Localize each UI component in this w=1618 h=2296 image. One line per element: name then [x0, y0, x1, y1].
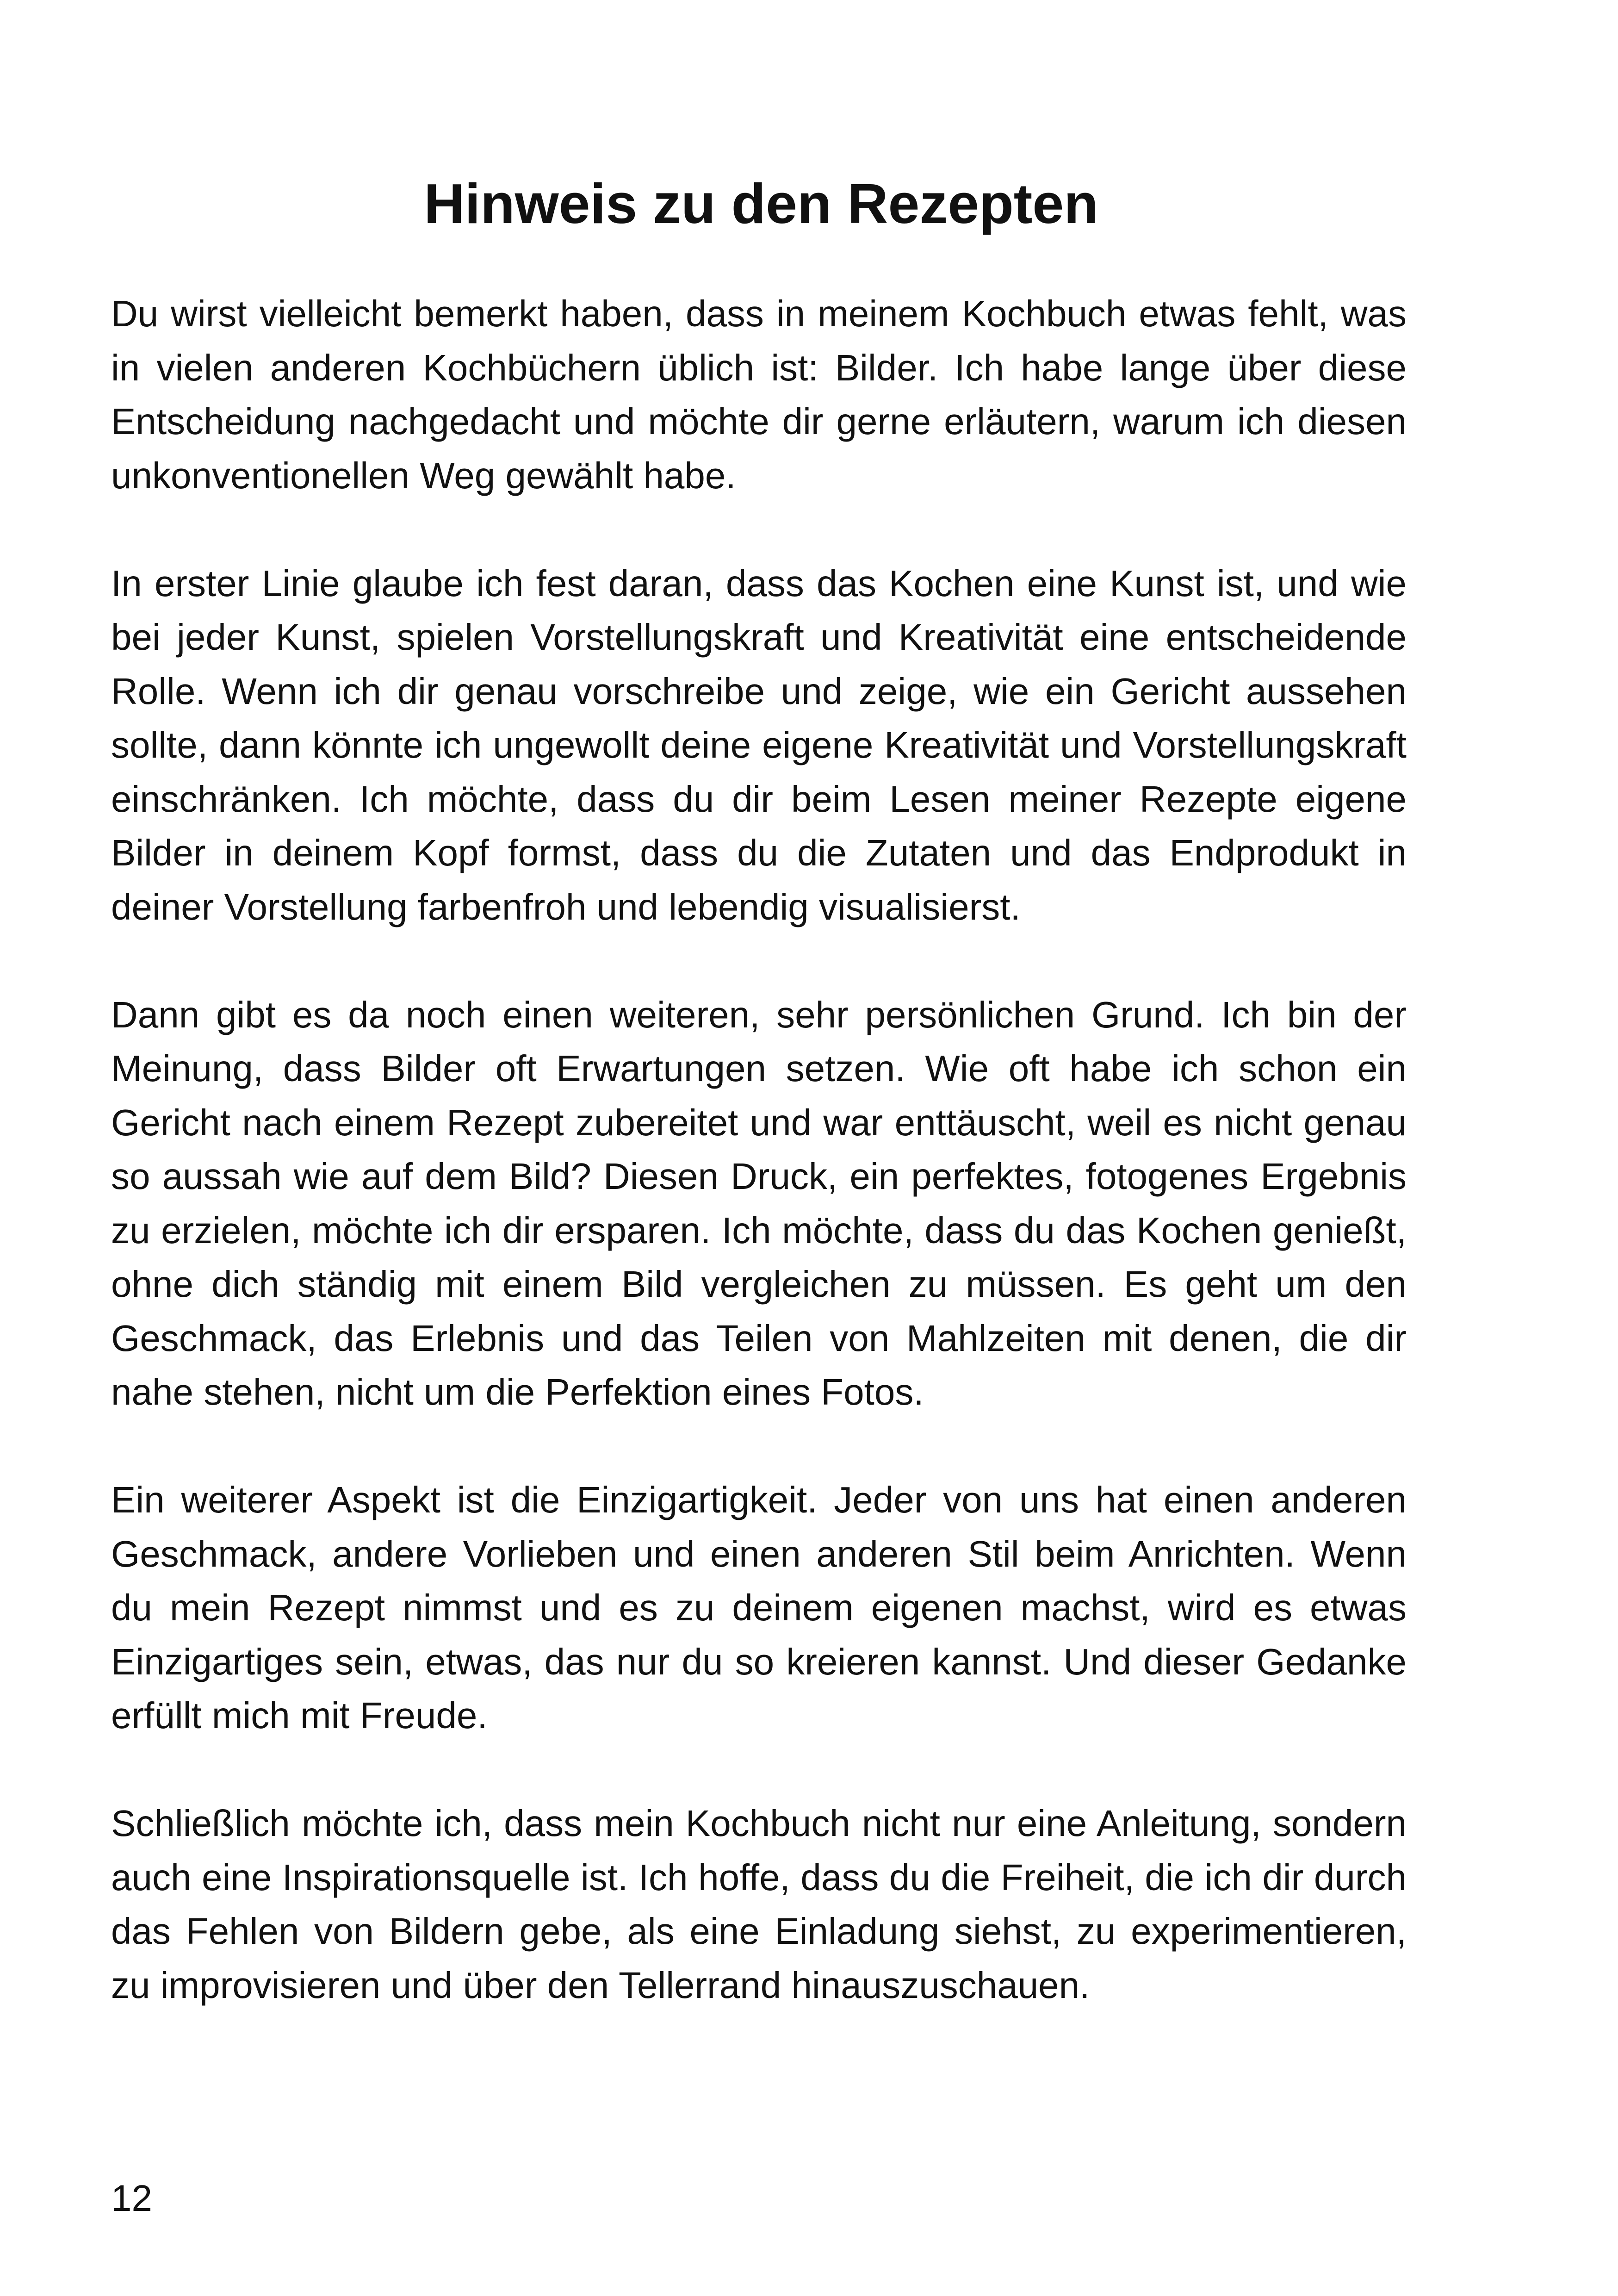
paragraph-3: Dann gibt es da noch einen weiteren, sehr persönlichen Grund. Ich bin der Meinung, dass Bilder oft Erwartungen setzen. Wie oft habe ich schon ein Gericht nach einem Rezept zubereitet und war enttäuscht, weil es nicht genau so aussah wie auf dem Bild? Diesen Druck, ein perfektes, fotogenes Ergebnis zu erzielen, möchte ich dir ersparen. Ich möchte, dass du das Kochen genießt, ohne dich ständig mit einem Bild vergleichen zu müssen. Es geht um den Geschmack, das Erlebnis und das Teilen von Mahlzeiten mit denen, die dir nahe stehen, nicht um die Perfektion eines Fotos.	[111, 994, 1407, 1412]
paragraph-5: Schließlich möchte ich, dass mein Kochbuch nicht nur eine Anleitung, sondern auch eine Inspirationsquelle ist. Ich hoffe, dass du die Freiheit, die ich dir durch das Fehlen von Bildern gebe, als eine Einladung siehst, zu experimentieren, zu improvisieren und über den Tellerrand hinauszuschauen.	[111, 1803, 1407, 2006]
page-number: 12	[111, 2178, 152, 2219]
paragraph-4: Ein weiterer Aspekt ist die Einzigartigkeit. Jeder von uns hat einen anderen Geschmack, andere Vorlieben und einen anderen Stil beim Anrichten. Wenn du mein Rezept nimmst und es zu deinem eigenen machst, wird es etwas Einzigartiges sein, etwas, das nur du so kreieren kannst. Und dieser Gedanke erfüllt mich mit Freude.	[111, 1479, 1407, 1736]
body-text	[111, 287, 1407, 2012]
page-title: Hinweis zu den Rezepten	[424, 172, 1098, 235]
paragraph-2: In erster Linie glaube ich fest daran, dass das Kochen eine Kunst ist, und wie bei jeder Kunst, spielen Vorstellungskraft und Kreativität eine entscheidende Rolle. Wenn ich dir genau vorschreibe und zeige, wie ein Gericht aussehen sollte, dann könnte ich ungewollt deine eigene Kreativität und Vorstellungskraft einschränken. Ich möchte, dass du dir beim Lesen meiner Rezepte eigene Bilder in deinem Kopf formst, dass du die Zutaten und das Endprodukt in deiner Vorstellung farbenfroh und lebendig visualisierst.	[111, 562, 1407, 927]
paragraph-1: Du wirst vielleicht bemerkt haben, dass in meinem Kochbuch etwas fehlt, was in vielen anderen Kochbüchern üblich ist: Bilder. Ich habe lange über diese Entscheidung nachgedacht und möchte dir gerne erläutern, warum ich diesen unkonventionellen Weg gewählt habe.	[111, 293, 1407, 496]
